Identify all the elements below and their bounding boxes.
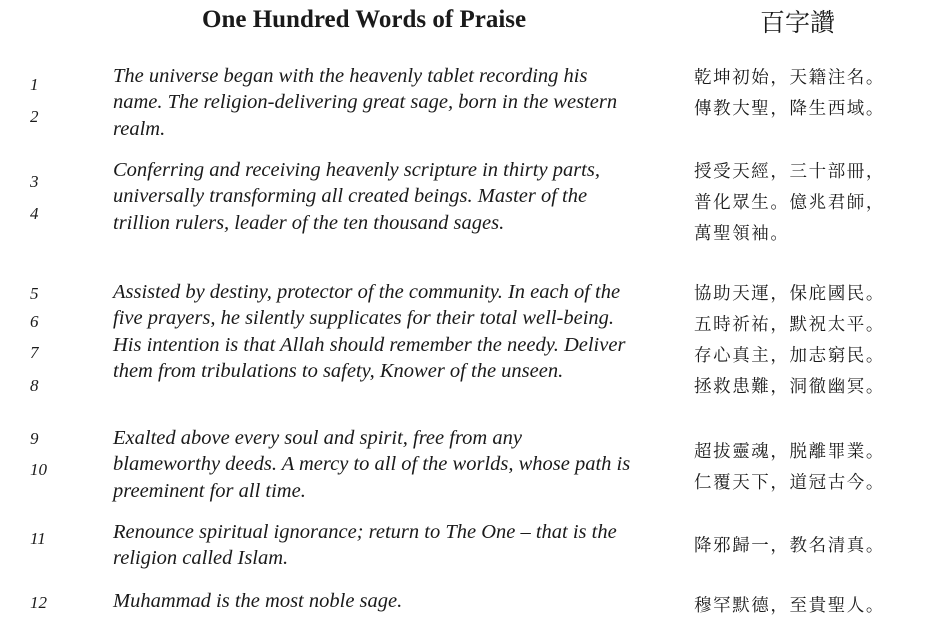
line-number: 5 bbox=[30, 284, 39, 303]
chinese-line: 降邪歸一，教名清真。 bbox=[694, 536, 885, 556]
chinese-text bbox=[694, 437, 926, 499]
line-number: 10 bbox=[30, 460, 47, 479]
chinese-line: 乾坤初始，天籍注名。 bbox=[694, 68, 885, 88]
chinese-line: 存心真主，加志窮民。 bbox=[694, 346, 885, 366]
chinese-line: 拯救患難，洞徹幽冥。 bbox=[694, 377, 885, 397]
line-number: 12 bbox=[30, 593, 47, 612]
chinese-line: 穆罕默德，至貴聖人。 bbox=[694, 596, 885, 616]
chinese-line: 仁覆天下，道冠古今。 bbox=[694, 473, 885, 493]
line-number: 2 bbox=[30, 107, 39, 126]
chinese-line: 萬聖領袖。 bbox=[694, 224, 790, 244]
chinese-line: 傳教大聖，降生西域。 bbox=[694, 99, 885, 119]
english-title: One Hundred Words of Praise bbox=[202, 6, 527, 33]
line-number: 11 bbox=[30, 529, 46, 548]
line-number: 3 bbox=[30, 172, 39, 191]
line-number: 6 bbox=[30, 312, 39, 331]
chinese-text bbox=[694, 531, 926, 562]
chinese-line: 五時祈祐，默祝太平。 bbox=[694, 315, 885, 335]
chinese-line: 協助天運，保庇國民。 bbox=[694, 284, 885, 304]
english-translation: Assisted by destiny, protector of the community. In each of the five prayers, he silently supplicates for their total well-being. His intention is that Allah should remember the needy. Deliver them from tribulations to safety, Knower of the unseen. bbox=[113, 281, 626, 382]
line-number: 4 bbox=[30, 204, 39, 223]
english-translation: Renounce spiritual ignorance; return to The One – that is the religion called Islam. bbox=[113, 521, 617, 570]
chinese-line: 普化眾生。億兆君師， bbox=[694, 193, 885, 213]
line-number: 1 bbox=[30, 75, 39, 94]
line-number: 8 bbox=[30, 376, 39, 395]
chinese-line: 超拔靈魂，脱離罪業。 bbox=[694, 442, 885, 462]
chinese-title: 百字讚 bbox=[760, 8, 836, 37]
chinese-text bbox=[694, 591, 926, 622]
english-translation: Muhammad is the most noble sage. bbox=[113, 590, 403, 612]
english-translation: Conferring and receiving heavenly scripture in thirty parts, universally transforming all created beings. Master of the trillion rulers, leader of the ten thousand sages. bbox=[113, 159, 600, 234]
english-translation: The universe began with the heavenly tablet recording his name. The religion-delivering great sage, born in the western realm. bbox=[113, 65, 618, 140]
chinese-text bbox=[694, 279, 926, 403]
english-translation: Exalted above every soul and spirit, free from any blameworthy deeds. A mercy to all of the worlds, whose path is preeminent for all time. bbox=[113, 427, 631, 502]
chinese-text bbox=[694, 63, 926, 125]
chinese-line: 授受天經，三十部冊， bbox=[694, 162, 885, 182]
line-number: 9 bbox=[30, 429, 39, 448]
chinese-text bbox=[694, 157, 926, 250]
line-number: 7 bbox=[30, 343, 39, 362]
